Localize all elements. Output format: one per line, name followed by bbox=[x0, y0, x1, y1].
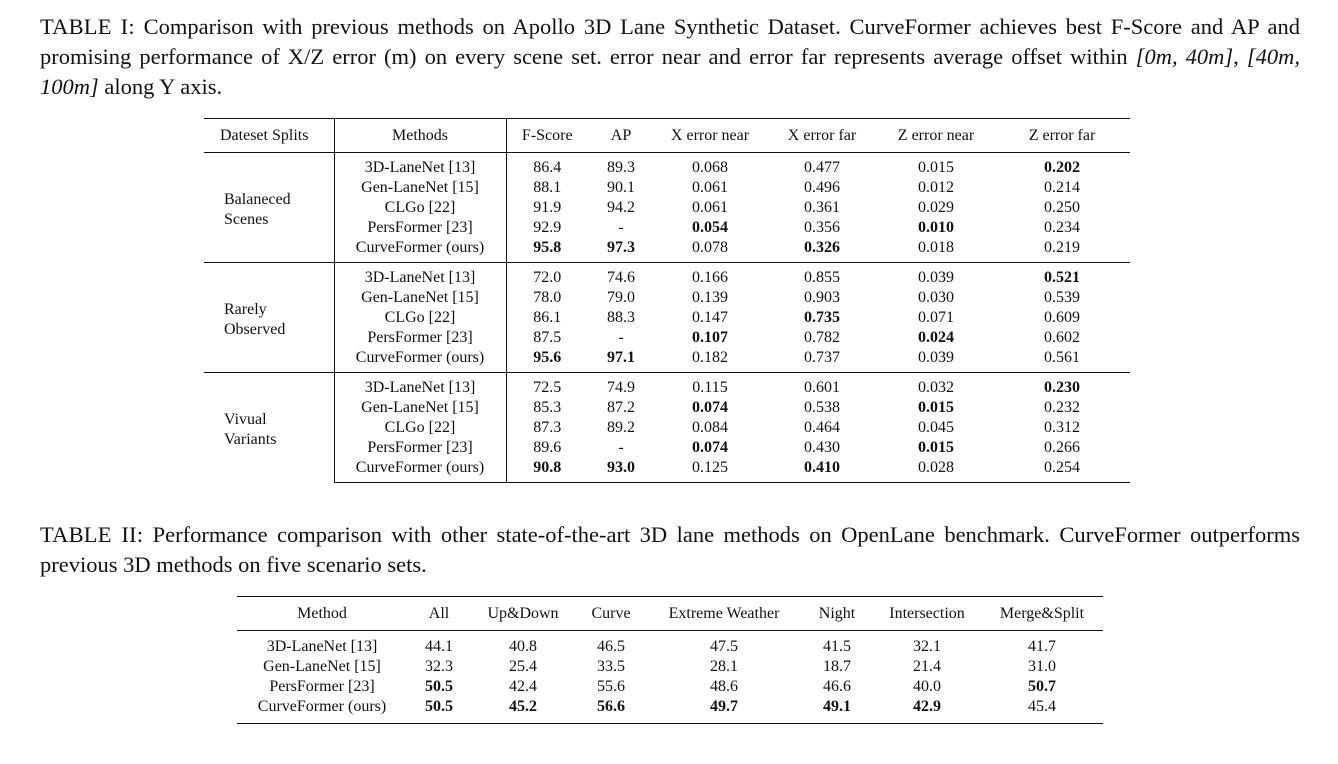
z-error-far-cell: 0.312 bbox=[1044, 419, 1080, 436]
table-row bbox=[204, 348, 1130, 373]
split-label-line: Scenes bbox=[224, 211, 269, 228]
table2-header-all: All bbox=[407, 597, 471, 631]
fscore-cell bbox=[506, 238, 588, 263]
merge-split-cell bbox=[981, 677, 1103, 697]
fscore-cell: 86.1 bbox=[506, 308, 588, 328]
table2-caption-text: Performance comparison with other state-of-the-art 3D lane methods on OpenLane benchmark. CurveFormer outperforms previous 3D methods on five scenario sets. bbox=[40, 522, 1300, 577]
fscore-cell: 72.0 bbox=[506, 263, 588, 289]
method-cell: Gen-LaneNet [15] bbox=[334, 398, 506, 418]
fscore-cell bbox=[506, 348, 588, 373]
table-row bbox=[204, 373, 1130, 399]
z-error-far-cell: 0.234 bbox=[1044, 219, 1080, 236]
extreme-weather-cell: 48.6 bbox=[710, 678, 738, 695]
merge-split-cell: 45.4 bbox=[981, 697, 1103, 724]
table-row bbox=[204, 308, 1130, 328]
z-error-near-cell-best: 0.015 bbox=[918, 399, 954, 416]
table-row bbox=[204, 288, 1130, 308]
table-row bbox=[237, 677, 1103, 697]
z-error-near-cell: 0.045 bbox=[918, 419, 954, 436]
table-row bbox=[204, 238, 1130, 263]
extreme-weather-cell: 47.5 bbox=[710, 638, 738, 655]
table-row bbox=[204, 178, 1130, 198]
merge-split-cell-best: 50.7 bbox=[1028, 678, 1056, 695]
x-error-near-cell: 0.182 bbox=[692, 349, 728, 366]
z-error-near-cell: 0.032 bbox=[878, 373, 994, 399]
fscore-cell: 92.9 bbox=[506, 218, 588, 238]
z-error-near-cell bbox=[878, 438, 994, 458]
method-cell: Gen-LaneNet [15] bbox=[263, 658, 381, 675]
z-error-near-cell: 0.015 bbox=[918, 159, 954, 176]
ap-cell-best: 97.3 bbox=[607, 239, 635, 256]
table2-caption-label: TABLE II: bbox=[40, 522, 144, 547]
ap-cell: - bbox=[618, 329, 624, 346]
z-error-near-cell-best: 0.010 bbox=[918, 219, 954, 236]
intersection-cell-best: 42.9 bbox=[913, 698, 941, 715]
table1-header-splits: Dateset Splits bbox=[204, 119, 334, 153]
table1-header-ap: AP bbox=[588, 119, 654, 153]
z-error-far-cell: 0.266 bbox=[1044, 439, 1080, 456]
z-error-far-cell: 0.539 bbox=[1044, 289, 1080, 306]
ap-cell: 74.6 bbox=[588, 263, 654, 289]
table1-caption bbox=[40, 12, 1300, 102]
fscore-cell: 86.4 bbox=[506, 153, 588, 179]
table1-caption-range-far: [40m, 100m] bbox=[40, 44, 1300, 99]
ap-cell-best: 97.1 bbox=[607, 349, 635, 366]
table-row bbox=[204, 263, 1130, 289]
x-error-near-cell-best: 0.054 bbox=[692, 219, 728, 236]
x-error-far-cell: 0.361 bbox=[804, 199, 840, 216]
merge-split-cell: 31.0 bbox=[1028, 658, 1056, 675]
table1-group bbox=[204, 263, 1130, 373]
updown-cell: 25.4 bbox=[509, 658, 537, 675]
z-error-far-cell-best: 0.202 bbox=[1044, 159, 1080, 176]
method-cell: PersFormer [23] bbox=[334, 438, 506, 458]
ap-cell: 89.2 bbox=[607, 419, 635, 436]
split-label-line: Observed bbox=[224, 321, 286, 338]
intersection-cell bbox=[873, 697, 981, 724]
table-row bbox=[204, 198, 1130, 218]
fscore-cell: 91.9 bbox=[506, 198, 588, 218]
split-label-line: Variants bbox=[224, 431, 277, 449]
curve-cell: 33.5 bbox=[597, 658, 625, 675]
z-error-far-cell: 0.219 bbox=[1044, 239, 1080, 256]
x-error-far-cell: 0.430 bbox=[804, 439, 840, 456]
ap-cell: 94.2 bbox=[607, 199, 635, 216]
fscore-cell: 87.5 bbox=[506, 328, 588, 348]
x-error-near-cell bbox=[654, 438, 766, 458]
updown-cell-best: 45.2 bbox=[509, 698, 537, 715]
x-error-far-cell: 0.855 bbox=[766, 263, 878, 289]
method-cell: 3D-LaneNet [13] bbox=[266, 638, 378, 655]
ap-cell bbox=[588, 458, 654, 483]
z-error-far-cell: 0.602 bbox=[1044, 329, 1080, 346]
fscore-cell-best: 90.8 bbox=[533, 459, 562, 476]
intersection-cell: 40.0 bbox=[913, 678, 941, 695]
x-error-near-cell-best: 0.107 bbox=[692, 329, 728, 346]
z-error-far-cell bbox=[994, 373, 1130, 399]
table1-header-z-error-far: Z error far bbox=[994, 119, 1130, 153]
x-error-far-cell bbox=[766, 238, 878, 263]
method-cell: PersFormer [23] bbox=[334, 218, 506, 238]
all-cell: 44.1 bbox=[425, 638, 453, 655]
z-error-near-cell: 0.028 bbox=[878, 458, 994, 483]
z-error-far-cell: 0.561 bbox=[1044, 349, 1080, 366]
ap-cell: 90.1 bbox=[607, 179, 635, 196]
ap-cell bbox=[588, 238, 654, 263]
table1-header-z-error-near: Z error near bbox=[878, 119, 994, 153]
method-cell: CLGo [22] bbox=[334, 418, 506, 438]
z-error-far-cell-best: 0.521 bbox=[1044, 269, 1080, 286]
z-error-near-cell: 0.012 bbox=[918, 179, 954, 196]
intersection-cell: 32.1 bbox=[913, 638, 941, 655]
ap-cell: 74.9 bbox=[588, 373, 654, 399]
x-error-far-cell-best: 0.410 bbox=[804, 459, 840, 476]
fscore-cell-best: 95.8 bbox=[533, 239, 562, 256]
x-error-far-cell: 0.464 bbox=[804, 419, 840, 436]
x-error-near-cell: 0.078 bbox=[692, 239, 728, 256]
all-cell-best: 50.5 bbox=[425, 698, 453, 715]
fscore-cell: 89.6 bbox=[506, 438, 588, 458]
extreme-weather-cell: 28.1 bbox=[710, 658, 738, 675]
z-error-near-cell-best: 0.015 bbox=[918, 439, 954, 456]
x-error-near-cell bbox=[654, 398, 766, 418]
split-label-line: Rarely bbox=[224, 301, 267, 318]
curve-cell: 55.6 bbox=[597, 678, 625, 695]
table1-split-label bbox=[204, 373, 334, 483]
updown-cell: 42.4 bbox=[509, 678, 537, 695]
split-label-line: Vivual bbox=[224, 411, 267, 429]
method-cell: Gen-LaneNet [15] bbox=[334, 288, 506, 308]
x-error-far-cell-best: 0.735 bbox=[804, 309, 840, 326]
table1-caption-tail: along Y axis. bbox=[104, 74, 223, 99]
ap-cell: - bbox=[618, 439, 624, 456]
fscore-cell: 87.3 bbox=[506, 418, 588, 438]
x-error-far-cell: 0.737 bbox=[804, 349, 840, 366]
all-cell bbox=[407, 697, 471, 724]
table1-header-fscore: F-Score bbox=[506, 119, 588, 153]
x-error-near-cell: 0.125 bbox=[654, 458, 766, 483]
night-cell-best: 49.1 bbox=[823, 698, 851, 715]
table2-header-intersection: Intersection bbox=[873, 597, 981, 631]
ap-cell: 88.3 bbox=[607, 309, 635, 326]
x-error-near-cell: 0.147 bbox=[692, 309, 728, 326]
table1-group bbox=[204, 153, 1130, 263]
table-row bbox=[204, 218, 1130, 238]
x-error-near-cell-best: 0.074 bbox=[692, 439, 728, 456]
extreme-weather-cell bbox=[647, 697, 801, 724]
x-error-near-cell bbox=[654, 218, 766, 238]
split-label-line: Balaneced bbox=[224, 191, 291, 208]
night-cell: 41.5 bbox=[823, 638, 851, 655]
all-cell: 32.3 bbox=[425, 658, 453, 675]
z-error-far-cell: 0.254 bbox=[994, 458, 1130, 483]
table1 bbox=[204, 118, 1130, 483]
table1-group bbox=[204, 373, 1130, 483]
method-cell: 3D-LaneNet [13] bbox=[334, 153, 506, 179]
table-row bbox=[204, 398, 1130, 418]
table1-header-x-error-near: X error near bbox=[654, 119, 766, 153]
z-error-far-cell: 0.609 bbox=[1044, 309, 1080, 326]
z-error-near-cell: 0.018 bbox=[918, 239, 954, 256]
fscore-cell bbox=[506, 458, 588, 483]
x-error-near-cell: 0.166 bbox=[654, 263, 766, 289]
method-cell: CurveFormer (ours) bbox=[334, 458, 506, 483]
updown-cell: 40.8 bbox=[509, 638, 537, 655]
table2-body bbox=[237, 631, 1103, 724]
table-row bbox=[204, 458, 1130, 483]
x-error-near-cell: 0.061 bbox=[692, 179, 728, 196]
table1-header-x-error-far: X error far bbox=[766, 119, 878, 153]
merge-split-cell: 41.7 bbox=[1028, 638, 1056, 655]
updown-cell bbox=[471, 697, 575, 724]
fscore-cell: 88.1 bbox=[506, 178, 588, 198]
x-error-near-cell: 0.084 bbox=[692, 419, 728, 436]
table-row bbox=[204, 153, 1130, 179]
intersection-cell: 21.4 bbox=[913, 658, 941, 675]
ap-cell: 89.3 bbox=[607, 159, 635, 176]
z-error-far-cell: 0.232 bbox=[1044, 399, 1080, 416]
fscore-cell-best: 95.6 bbox=[533, 349, 562, 366]
ap-cell: 79.0 bbox=[607, 289, 635, 306]
method-cell: CurveFormer (ours) bbox=[334, 348, 506, 373]
table2-header-row bbox=[237, 597, 1103, 631]
night-cell bbox=[801, 697, 873, 724]
x-error-near-cell: 0.061 bbox=[692, 199, 728, 216]
method-cell: Gen-LaneNet [15] bbox=[334, 178, 506, 198]
x-error-far-cell: 0.782 bbox=[804, 329, 840, 346]
z-error-far-cell-best: 0.230 bbox=[1044, 379, 1080, 396]
curve-cell: 46.5 bbox=[597, 638, 625, 655]
z-error-near-cell bbox=[878, 398, 994, 418]
table1-caption-text: Comparison with previous methods on Apollo 3D Lane Synthetic Dataset. CurveFormer achieves best F-Score and AP and promising performance of X/Z error (m) on every scene set. error near and error far represents average offset within bbox=[40, 14, 1301, 69]
x-error-near-cell bbox=[654, 328, 766, 348]
z-error-far-cell: 0.214 bbox=[1044, 179, 1080, 196]
table2-header-method: Method bbox=[237, 597, 407, 631]
table1-split-label bbox=[204, 263, 334, 373]
z-error-far-cell bbox=[994, 153, 1130, 179]
fscore-cell: 72.5 bbox=[506, 373, 588, 399]
table-row bbox=[237, 631, 1103, 658]
z-error-near-cell-best: 0.024 bbox=[918, 329, 954, 346]
x-error-far-cell: 0.356 bbox=[804, 219, 840, 236]
method-cell: CLGo [22] bbox=[334, 198, 506, 218]
ap-cell: 87.2 bbox=[607, 399, 635, 416]
z-error-near-cell: 0.029 bbox=[918, 199, 954, 216]
table-row bbox=[237, 657, 1103, 677]
x-error-near-cell: 0.068 bbox=[692, 159, 728, 176]
table1-header-row bbox=[204, 119, 1130, 153]
table1-split-label bbox=[204, 153, 334, 263]
fscore-cell: 85.3 bbox=[506, 398, 588, 418]
night-cell: 18.7 bbox=[823, 658, 851, 675]
table-row bbox=[237, 697, 1103, 724]
method-cell: 3D-LaneNet [13] bbox=[334, 263, 506, 289]
method-cell: CurveFormer (ours) bbox=[237, 697, 407, 724]
x-error-near-cell: 0.139 bbox=[692, 289, 728, 306]
x-error-far-cell-best: 0.326 bbox=[804, 239, 840, 256]
x-error-far-cell: 0.601 bbox=[766, 373, 878, 399]
table-row bbox=[204, 438, 1130, 458]
table2-header-curve: Curve bbox=[575, 597, 647, 631]
z-error-near-cell: 0.039 bbox=[878, 263, 994, 289]
table2-header-updown: Up&Down bbox=[471, 597, 575, 631]
table1-caption-label: TABLE I: bbox=[40, 14, 135, 39]
curve-cell bbox=[575, 697, 647, 724]
curve-cell-best: 56.6 bbox=[597, 698, 625, 715]
table2-caption bbox=[40, 520, 1300, 580]
z-error-near-cell bbox=[878, 328, 994, 348]
method-cell: 3D-LaneNet [13] bbox=[334, 373, 506, 399]
z-error-near-cell: 0.030 bbox=[918, 289, 954, 306]
ap-cell: - bbox=[618, 219, 624, 236]
method-cell: PersFormer [23] bbox=[334, 328, 506, 348]
ap-cell bbox=[588, 348, 654, 373]
method-cell: PersFormer [23] bbox=[269, 678, 375, 695]
all-cell bbox=[407, 677, 471, 697]
fscore-cell: 78.0 bbox=[506, 288, 588, 308]
table2 bbox=[237, 596, 1103, 724]
z-error-near-cell: 0.039 bbox=[918, 349, 954, 366]
ap-cell-best: 93.0 bbox=[607, 459, 635, 476]
z-error-far-cell bbox=[994, 263, 1130, 289]
z-error-far-cell: 0.250 bbox=[1044, 199, 1080, 216]
z-error-near-cell bbox=[878, 218, 994, 238]
night-cell: 46.6 bbox=[823, 678, 851, 695]
x-error-far-cell: 0.496 bbox=[804, 179, 840, 196]
table-row bbox=[204, 328, 1130, 348]
x-error-far-cell: 0.538 bbox=[804, 399, 840, 416]
method-cell: CurveFormer (ours) bbox=[334, 238, 506, 263]
x-error-far-cell: 0.903 bbox=[804, 289, 840, 306]
table-row bbox=[204, 418, 1130, 438]
z-error-near-cell: 0.071 bbox=[918, 309, 954, 326]
x-error-near-cell-best: 0.074 bbox=[692, 399, 728, 416]
table1-caption-range-near: [0m, 40m] bbox=[1135, 44, 1234, 69]
x-error-far-cell: 0.477 bbox=[804, 159, 840, 176]
x-error-far-cell bbox=[766, 458, 878, 483]
table1-header-methods: Methods bbox=[334, 119, 506, 153]
table2-header-extreme-weather: Extreme Weather bbox=[647, 597, 801, 631]
all-cell-best: 50.5 bbox=[425, 678, 453, 695]
x-error-near-cell: 0.115 bbox=[654, 373, 766, 399]
table1-caption-separator: , bbox=[1233, 44, 1239, 69]
table2-header-merge-split: Merge&Split bbox=[981, 597, 1103, 631]
table2-header-night: Night bbox=[801, 597, 873, 631]
x-error-far-cell bbox=[766, 308, 878, 328]
method-cell: CLGo [22] bbox=[334, 308, 506, 328]
extreme-weather-cell-best: 49.7 bbox=[710, 698, 738, 715]
